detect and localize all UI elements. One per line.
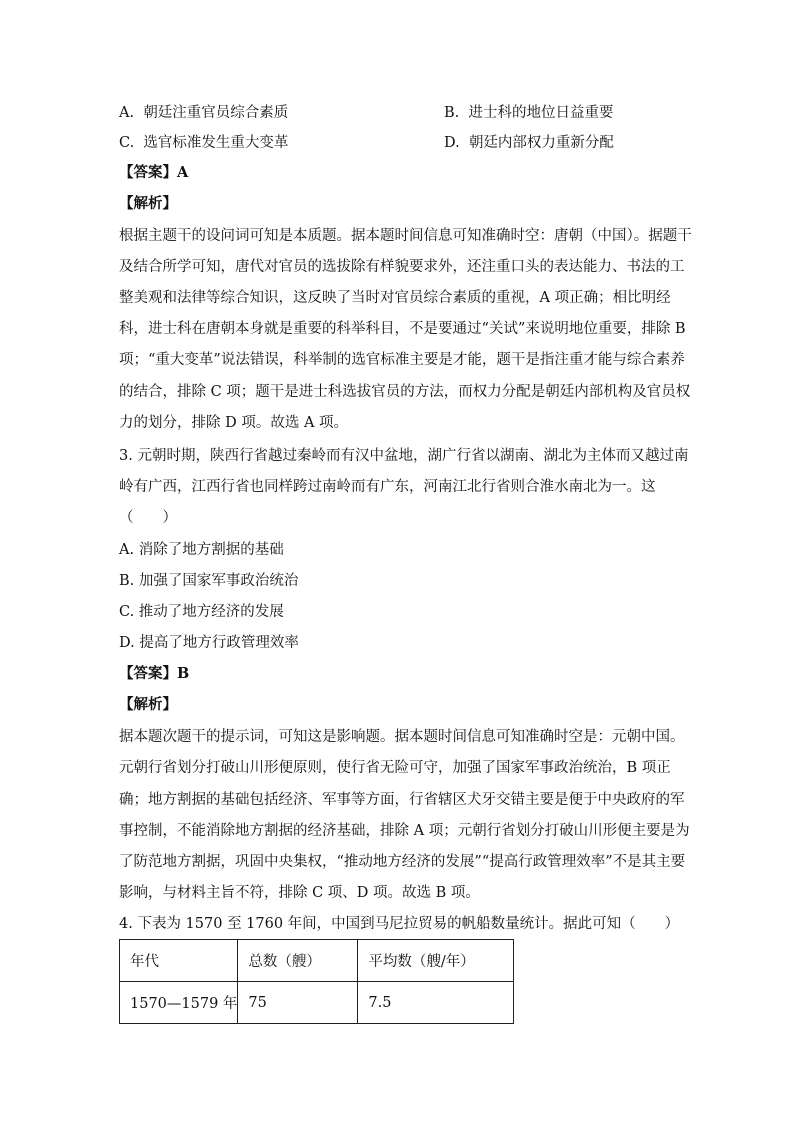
q3-analysis-label: 【解析】 — [119, 696, 177, 713]
q2-option-c[interactable] — [119, 135, 288, 151]
q2-option-b[interactable] — [444, 103, 613, 123]
table-cell: 7.5 — [358, 982, 514, 1024]
q2-options-row-1 — [119, 103, 679, 123]
q2-option-b-letter: B. — [444, 105, 460, 121]
q3-stem-line: 3. 元朝时期，陕西行省越过秦岭而有汉中盆地，湖广行省以湖南、湖北为主体而又越过南 — [119, 448, 689, 464]
q3-option-b[interactable]: B. 加强了国家军事政治统治 — [119, 573, 299, 589]
q2-analysis-line: 力的划分，排除 D 项。故选 A 项。 — [119, 415, 349, 431]
q3-analysis-line: 元朝行省划分打破山川形便原则，使行省无险可守，加强了国家军事政治统治，B 项正 — [119, 760, 671, 776]
q2-option-a-text: 朝廷注重官员综合素质 — [143, 105, 289, 121]
q3-analysis-line: 了防范地方割据，巩固中央集权，“推动地方经济的发展”“提高行政管理效率”不是其主要 — [119, 854, 686, 870]
q3-stem-line: （ ） — [119, 510, 177, 526]
q2-analysis-label: 【解析】 — [119, 195, 177, 212]
q4-stem: 4. 下表为 1570 至 1760 年间，中国到马尼拉贸易的帆船数量统计。据此可知（ ） — [119, 916, 680, 932]
q2-option-a[interactable] — [119, 105, 288, 121]
q2-option-d[interactable] — [444, 133, 614, 153]
table-cell: 1570—1579 年 — [120, 982, 238, 1024]
q3-analysis-line: 据本题次题干的提示词，可知这是影响题。据本题时间信息可知准确时空是：元朝中国。 — [119, 729, 685, 745]
q3-answer: 【答案】B — [119, 665, 190, 682]
table-header-cell: 总数（艘） — [238, 940, 358, 982]
q2-analysis-line: 整美观和法律等综合知识，这反映了当时对官员综合素质的重视，A 项正确；相比明经 — [119, 290, 671, 306]
q2-analysis-line: 及结合所学可知，唐代对官员的选拔除有样貌要求外，还注重口头的表达能力、书法的工 — [119, 259, 685, 275]
table-row — [120, 982, 514, 1024]
q2-analysis-line: 科，进士科在唐朝本身就是重要的科举科目，不是要通过“关试”来说明地位重要，排除 B — [119, 321, 686, 337]
q2-options-row-2 — [119, 133, 679, 153]
q2-option-b-text: 进士科的地位日益重要 — [468, 105, 614, 121]
q2-option-a-letter: A. — [119, 105, 135, 121]
q2-analysis-line: 的结合，排除 C 项；题干是进士科选拔官员的方法，而权力分配是朝廷内部机构及官员权 — [119, 384, 691, 400]
q2-option-d-letter: D. — [444, 135, 460, 151]
table-cell: 75 — [238, 982, 358, 1024]
q3-option-c[interactable]: C. 推动了地方经济的发展 — [119, 604, 284, 620]
q2-analysis-line: 项；“重大变革”说法错误，科举制的选官标准主要是才能，题干是指注重才能与综合素养 — [119, 352, 685, 368]
q3-analysis-line: 影响，与材料主旨不符，排除 C 项、D 项。故选 B 项。 — [119, 885, 480, 901]
q3-option-d[interactable]: D. 提高了地方行政管理效率 — [119, 635, 299, 651]
q2-option-c-letter: C. — [119, 135, 135, 151]
table-header-cell: 平均数（艘/年） — [358, 940, 514, 982]
q3-stem-line: 岭有广西，江西行省也同样跨过南岭而有广东，河南江北行省则合淮水南北为一。这 — [119, 479, 656, 495]
table-header-row — [120, 940, 514, 982]
q3-analysis-line: 事控制，不能消除地方割据的经济基础，排除 A 项；元朝行省划分打破山川形便主要是为 — [119, 823, 690, 839]
q2-option-c-text: 选官标准发生重大变革 — [143, 135, 289, 151]
q4-stats-table — [119, 939, 514, 1024]
q2-answer: 【答案】A — [119, 164, 189, 181]
q2-option-d-text: 朝廷内部权力重新分配 — [468, 135, 614, 151]
q2-analysis-line: 根据主题干的设问词可知是本质题。据本题时间信息可知准确时空：唐朝（中国）。据题干 — [119, 228, 692, 244]
q3-option-a[interactable]: A. 消除了地方割据的基础 — [119, 542, 284, 558]
table-header-cell: 年代 — [120, 940, 238, 982]
q3-analysis-line: 确；地方割据的基础包括经济、军事等方面，行省辖区犬牙交错主要是便于中央政府的军 — [119, 792, 685, 808]
